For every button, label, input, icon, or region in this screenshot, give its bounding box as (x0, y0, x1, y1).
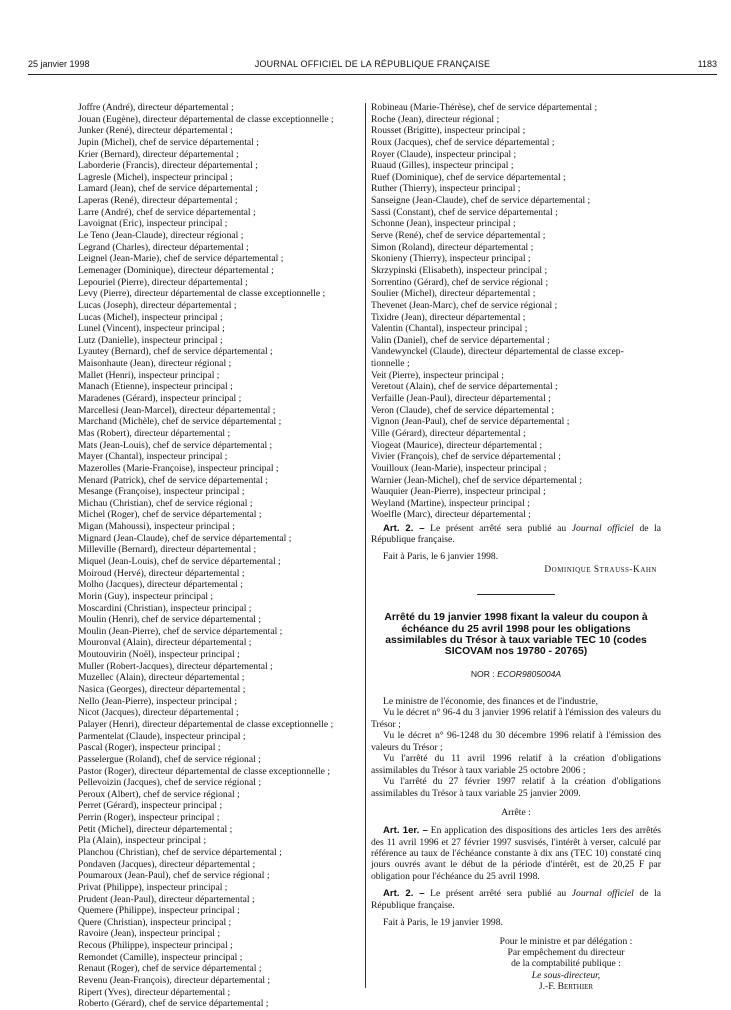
header-page-number: 1183 (697, 59, 717, 69)
decree1-article2-text-b: de la République française. (371, 523, 662, 546)
decree2-article1-text: En application des dispositions des articles 1ers des arrêtés des 11 avril 1996 et 27 février 1997 susvisés, l'intérêt à verser, calculé par référence au taux de l'échéance constante à dix ans (TEC 10) constaté cinq jours ouvrés avant le début de la période d'intérêt, est de 20,25 F par obligation pour l'échéance du 25 avril 1998. (371, 825, 661, 882)
appointee-entry: Mazerolles (Marie-Françoise), inspecteur principal ; (78, 462, 279, 474)
appointee-entry: Skrzypinski (Elisabeth), inspecteur principal ; (371, 264, 548, 276)
appointee-entry: Laperas (René), directeur départemental ; (78, 195, 238, 207)
appointee-entry: Lemenager (Dominique), directeur départemental ; (78, 264, 274, 276)
appointee-entry: Leignel (Jean-Marie), chef de service départemental ; (78, 253, 284, 265)
appointee-entry: Jupin (Michel), chef de service départemental ; (78, 136, 259, 148)
appointee-entry: Migan (Mahoussi), inspecteur principal ; (78, 521, 235, 533)
decree2-arrete: Arrête : (501, 807, 531, 819)
appointee-entry: Mats (Jean-Louis), chef de service départemental ; (78, 439, 273, 451)
decree1-article2-text-a: Le présent arrêté sera publié au (424, 523, 572, 535)
appointee-entry: Mallet (Henri), inspecteur principal ; (78, 369, 220, 381)
column-divider (365, 103, 366, 988)
appointee-entry: Junker (René), directeur départemental ; (78, 125, 233, 137)
appointee-entry: Lavoignat (Eric), inspecteur principal ; (78, 218, 228, 230)
decree1-article2-label: Art. 2. – (383, 523, 425, 535)
appointee-entry: Moiroud (Hervé), directeur départemental ; (78, 567, 245, 579)
appointee-entry: Revenu (Jean-François), directeur départemental ; (78, 975, 271, 987)
appointee-entry: Sorrentino (Gérard), chef de service régional ; (371, 276, 549, 288)
decree-separator (477, 594, 555, 595)
appointee-entry: Molho (Jacques), directeur départemental ; (78, 579, 243, 591)
appointee-entry: Lagresle (Michel), inspecteur principal ; (78, 171, 233, 183)
appointee-entry: Skonieny (Thierry), inspecteur principal ; (371, 253, 531, 265)
appointee-entry: Parmentelat (Claude), inspecteur principal ; (78, 730, 246, 742)
decree2-article2-text-a: Le présent arrêté sera publié au (424, 888, 572, 900)
appointee-entry: Sanseigne (Jean-Claude), chef de service départemental ; (371, 195, 591, 207)
appointee-entry: Vandewynckel (Claude), directeur départemental de classe excep- (371, 346, 624, 358)
appointee-entry: Miquel (Jean-Louis), chef de service départemental ; (78, 555, 281, 567)
appointee-entry: Wauquier (Jean-Pierre), inspecteur principal ; (371, 486, 546, 498)
appointee-entry: Valin (Daniel), chef de service départemental ; (371, 334, 550, 346)
appointee-entry: Recous (Philippe), inspecteur principal ; (78, 940, 233, 952)
appointee-entry: Woelfle (Marc), directeur départemental ; (371, 509, 531, 521)
appointee-entry: Veretout (Alain), chef de service départemental ; (371, 381, 558, 393)
decree2-nor-label: NOR : (470, 668, 498, 679)
appointee-entry: Perret (Gérard), inspecteur principal ; (78, 800, 223, 812)
decree2-nor (371, 668, 661, 680)
appointee-entry: Michau (Christian), chef de service régional ; (78, 497, 253, 509)
appointee-entry: Perrin (Roger), inspecteur principal ; (78, 812, 220, 824)
decree2-article2-text-b: de la République française. (371, 888, 662, 911)
appointee-entry: Michel (Roger), chef de service départemental ; (78, 509, 262, 521)
appointee-entry: Mayer (Chantal), inspecteur principal ; (78, 451, 228, 463)
appointee-entry: Moutouvirin (Noël), inspecteur principal ; (78, 649, 240, 661)
appointee-entry: Renaut (Roger), chef de service départemental ; (78, 963, 262, 975)
decree2-article2-journal: Journal officiel (571, 888, 634, 900)
right-name-list (371, 102, 661, 521)
decree2-nor-code: ECOR9805004A (497, 668, 562, 679)
appointee-entry: Legrand (Charles), directeur départemental ; (78, 241, 249, 253)
appointee-entry: Lyautey (Bernard), chef de service départemental ; (78, 346, 273, 358)
appointee-entry: Pondaven (Jacques), directeur départemental ; (78, 858, 256, 870)
header-date: 25 janvier 1998 (28, 59, 90, 69)
appointee-entry: Schonne (Jean), inspecteur principal ; (371, 218, 516, 230)
appointee-entry: Marchand (Michèle), chef de service départemental ; (78, 416, 282, 428)
decree2-fait: Fait à Paris, le 19 janvier 1998. (383, 917, 503, 928)
left-column (78, 102, 360, 1010)
preamble-paragraph: Vu l'arrêté du 11 avril 1996 relatif à la création d'obligations assimilables du Trésor à taux variable 25 octobre 2006 ; (371, 753, 661, 776)
appointee-entry: Pascal (Roger), inspecteur principal ; (78, 742, 221, 754)
appointee-entry: tionnelle ; (371, 358, 410, 370)
appointee-entry: Prudent (Jean-Paul), directeur départemental ; (78, 893, 255, 905)
appointee-entry: Ripert (Yves), directeur départemental ; (78, 986, 231, 998)
appointee-entry: Ravoire (Jean), inspecteur principal ; (78, 928, 220, 940)
appointee-entry: Lunel (Vincent), inspecteur principal ; (78, 323, 225, 335)
appointee-entry: Nicot (Jacques), directeur départemental ; (78, 707, 239, 719)
appointee-entry: Privat (Philippe), inspecteur principal ; (78, 881, 228, 893)
appointee-entry: Planchou (Christian), chef de service départemental ; (78, 847, 282, 858)
decree2-title-text: Arrêté du 19 janvier 1998 fixant la valeur du coupon à échéance du 25 avril 1998 pour les obligations assimilables du Trésor à taux variable TEC 10 (codes SICOVAM nos 19780 - 20765) (384, 612, 648, 658)
appointee-entry: Levy (Pierre), directeur départemental de classe exceptionnelle ; (78, 288, 326, 300)
appointee-entry: Nasica (Georges), directeur départemental ; (78, 684, 246, 696)
appointee-entry: Pellevoizin (Jacques), chef de service régional ; (78, 777, 262, 789)
header-title: JOURNAL OFFICIEL DE LA RÉPUBLIQUE FRANÇAISE (254, 59, 491, 69)
decree2-signer: J.-F. Berthier (538, 981, 594, 993)
appointee-entry: Warnier (Jean-Michel), chef de service départemental ; (371, 474, 582, 486)
appointee-entry: Thevenet (Jean-Marc), chef de service régional ; (371, 299, 558, 311)
right-column (371, 102, 661, 993)
decree2-article2 (371, 888, 661, 911)
appointee-entry: Tixidre (Jean), directeur départemental ; (371, 311, 526, 323)
decree1-article2 (371, 523, 661, 546)
appointee-entry: Palayer (Henri), directeur départemental de classe exceptionnelle ; (78, 718, 334, 730)
appointee-entry: Muzellec (Alain), directeur départemental ; (78, 672, 245, 684)
appointee-entry: Lucas (Michel), inspecteur principal ; (78, 311, 223, 323)
appointee-entry: Maisonhaute (Jean), directeur régional ; (78, 358, 232, 370)
appointee-entry: Mas (Robert), directeur départemental ; (78, 427, 231, 439)
preamble-paragraph: Vu l'arrêté du 27 février 1997 relatif à la création d'obligations assimilables du Trésor à taux variable 25 janvier 2009. (371, 776, 661, 799)
delegation-lines (477, 936, 655, 970)
appointee-entry: Marcellesi (Jean-Marcel), directeur départemental ; (78, 404, 276, 416)
appointee-entry: Ruther (Thierry), inspecteur principal ; (371, 183, 521, 195)
appointee-entry: Rousset (Brigitte), inspecteur principal ; (371, 125, 526, 137)
decree2-article2-label: Art. 2. – (383, 888, 425, 900)
sous-directeur-text: Le sous-directeur, (531, 969, 601, 981)
appointee-entry: Roberto (Gérard), chef de service départemental ; (78, 998, 269, 1010)
appointee-entry: Quemere (Philippe), inspecteur principal ; (78, 905, 240, 917)
appointee-entry: Remondet (Camille), inspecteur principal ; (78, 951, 243, 963)
appointee-entry: Vouilloux (Jean-Marie), inspecteur principal ; (371, 462, 547, 474)
appointee-entry: Manach (Etienne), inspecteur principal ; (78, 381, 233, 393)
appointee-entry: Petit (Michel), directeur départemental ; (78, 823, 233, 835)
preamble-paragraph: Vu le décret n° 96-1248 du 30 décembre 1996 relatif à l'émission des valeurs du Trésor ; (371, 730, 661, 753)
appointee-entry: Quere (Christian), inspecteur principal ; (78, 916, 232, 928)
appointee-entry: Robineau (Marie-Thérèse), chef de service départemental ; (371, 102, 598, 113)
appointee-entry: Roche (Jean), directeur régional ; (371, 113, 500, 125)
appointee-entry: Passelergue (Roland), chef de service régional ; (78, 753, 261, 765)
decree1-article2-journal: Journal officiel (571, 523, 634, 535)
appointee-entry: Vivier (François), chef de service départemental ; (371, 451, 561, 463)
appointee-entry: Nello (Jean-Pierre), inspecteur principal ; (78, 695, 238, 707)
appointee-entry: Ville (Gérard), directeur départemental ; (371, 427, 526, 439)
decree2-preamble (371, 696, 661, 800)
appointee-entry: Milleville (Bernard), directeur départemental ; (78, 544, 257, 556)
appointee-entry: Maradenes (Gérard), inspecteur principal ; (78, 393, 242, 405)
appointee-entry: Krier (Bernard), directeur départemental ; (78, 148, 239, 160)
appointee-entry: Simon (Roland), directeur départemental ; (371, 241, 534, 253)
appointee-entry: Muller (Robert-Jacques), directeur départemental ; (78, 660, 273, 672)
appointee-entry: Mignard (Jean-Claude), chef de service départemental ; (78, 532, 292, 544)
preamble-paragraph: Le ministre de l'économie, des finances et de l'industrie, (383, 695, 598, 707)
appointee-entry: Mesange (Françoise), inspecteur principal ; (78, 486, 245, 498)
appointee-entry: Poumaroux (Jean-Paul), chef de service régional ; (78, 870, 270, 882)
appointee-entry: Mouronval (Alain), directeur départemental ; (78, 637, 252, 649)
appointee-entry: Larre (André), chef de service départemental ; (78, 206, 256, 218)
appointee-entry: Morin (Guy), inspecteur principal ; (78, 590, 214, 602)
appointee-entry: Lamard (Jean), chef de service départemental ; (78, 183, 258, 195)
preamble-paragraph: Vu le décret n° 96-4 du 3 janvier 1996 relatif à l'émission des valeurs du Trésor ; (371, 707, 661, 730)
appointee-entry: Lepouriel (Pierre), directeur départemental ; (78, 276, 248, 288)
delegation-line: Par empêchement du directeur (507, 947, 625, 958)
appointee-entry: Roux (Jacques), chef de service départemental ; (371, 136, 555, 148)
appointee-entry: Valentin (Chantal), inspecteur principal ; (371, 323, 528, 335)
decree2-sous-directeur (477, 970, 655, 981)
appointee-entry: Peroux (Albert), chef de service régional ; (78, 788, 240, 800)
decree2-article1-label: Art. 1er. – (383, 825, 428, 837)
appointee-entry: Veit (Pierre), inspecteur principal ; (371, 369, 504, 381)
appointee-entry: Ruaud (Gilles), inspecteur principal ; (371, 160, 514, 172)
appointee-entry: Moulin (Jean-Pierre), chef de service départemental ; (78, 625, 283, 637)
appointee-entry: Soulier (Michel), directeur départemental ; (371, 288, 536, 300)
decree2-delegation (477, 936, 655, 993)
appointee-entry: Lucas (Joseph), directeur départemental ; (78, 299, 237, 311)
appointee-entry: Veron (Claude), chef de service départemental ; (371, 404, 554, 416)
decree2-title (371, 612, 661, 657)
appointee-entry: Sassi (Constant), chef de service départemental ; (371, 206, 558, 218)
appointee-entry: Weyland (Martine), inspecteur principal ; (371, 497, 530, 509)
decree2-article1 (371, 825, 661, 882)
appointee-entry: Moulin (Henri), chef de service départemental ; (78, 614, 262, 626)
appointee-entry: Joffre (André), directeur départemental ; (78, 102, 234, 113)
appointee-entry: Verfaille (Jean-Paul), directeur départemental ; (371, 393, 551, 405)
decree1-signer: Dominique Strauss-Kahn (544, 565, 657, 576)
appointee-entry: Pla (Alain), inspecteur principal ; (78, 835, 207, 847)
appointee-entry: Serve (René), chef de service départemental ; (371, 230, 546, 242)
appointee-entry: Royer (Claude), inspecteur principal ; (371, 148, 517, 160)
appointee-entry: Pastor (Roger), directeur départemental de classe exceptionnelle ; (78, 765, 330, 777)
delegation-line: Pour le ministre et par délégation : (499, 935, 633, 947)
appointee-entry: Vignon (Jean-Paul), chef de service départemental ; (371, 416, 570, 428)
appointee-entry: Jouan (Eugène), directeur départemental de classe exceptionnelle ; (78, 113, 334, 125)
appointee-entry: Ruef (Dominique), chef de service départemental ; (371, 171, 566, 183)
page-header (28, 59, 717, 71)
appointee-entry: Viogeat (Maurice), directeur départemental ; (371, 439, 543, 451)
header-rule (28, 74, 717, 75)
decree1-fait: Fait à Paris, le 6 janvier 1998. (383, 550, 499, 562)
appointee-entry: Lutz (Danielle), inspecteur principal ; (78, 334, 223, 346)
appointee-entry: Moscardini (Christian), inspecteur principal ; (78, 602, 252, 614)
appointee-entry: Menard (Patrick), chef de service départemental ; (78, 474, 268, 486)
appointee-entry: Le Teno (Jean-Claude), directeur régional ; (78, 230, 244, 242)
appointee-entry: Laborderie (Francis), directeur départemental ; (78, 160, 258, 172)
delegation-line: de la comptabilité publique : (511, 958, 621, 970)
